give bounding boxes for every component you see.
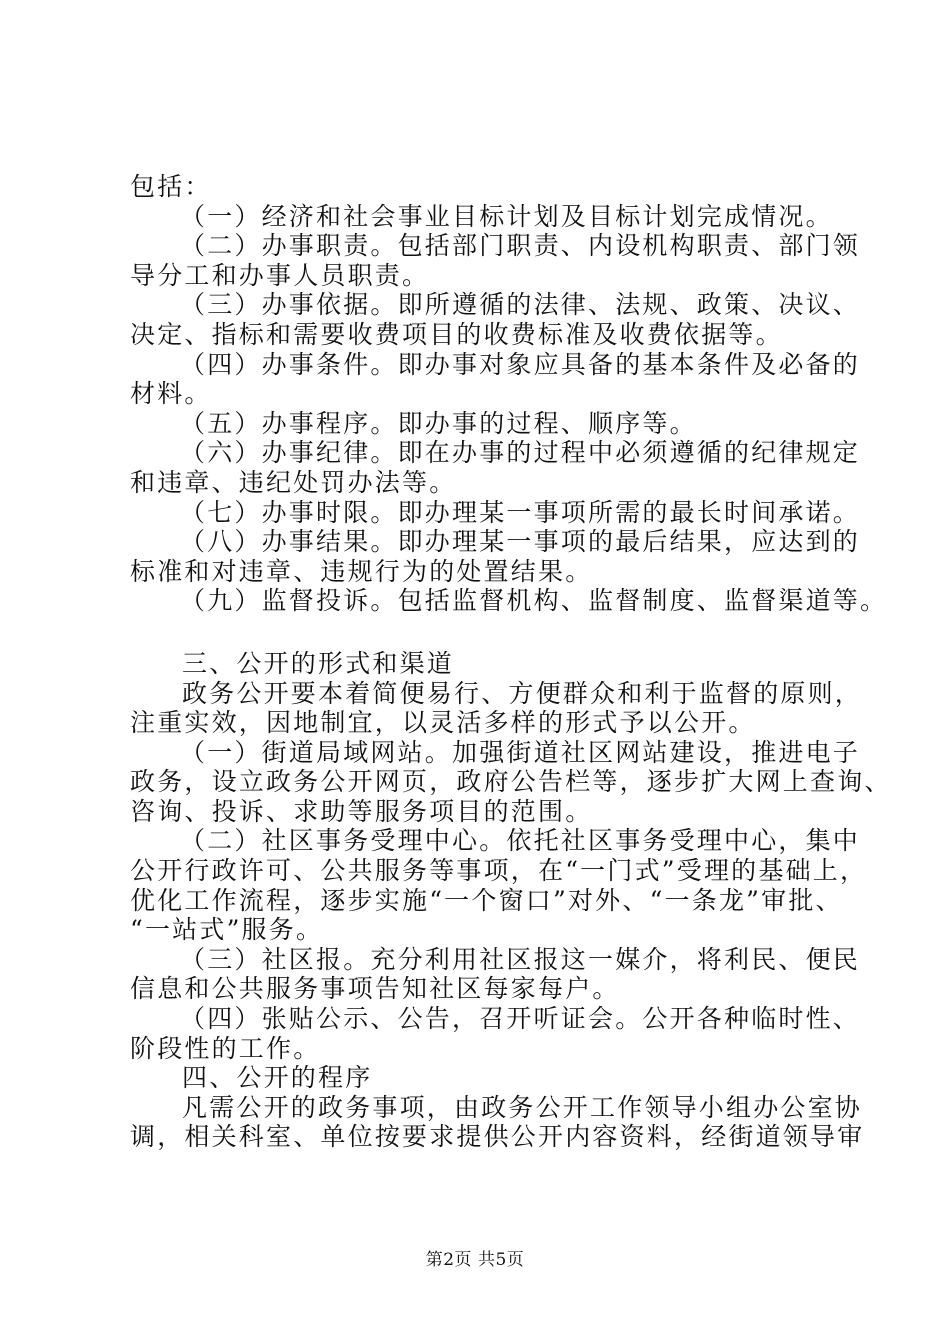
text-line: （四）办事条件。即办事对象应具备的基本条件及必备的	[180, 349, 861, 379]
text-line: 决定、指标和需要收费项目的收费标准及收费依据等。	[130, 319, 783, 349]
text-line: 标准和对违章、违规行为的处置结果。	[130, 556, 593, 586]
text-line: 材料。	[130, 379, 212, 409]
text-line: （五）办事程序。即办事的过程、顺序等。	[180, 408, 697, 438]
text-line: （四）张贴公示、公告，召开听证会。公开各种临时性、	[180, 1004, 861, 1034]
text-line: （三）办事依据。即所遵循的法律、法规、政策、决议、	[180, 290, 861, 320]
text-line: （六）办事纪律。即在办事的过程中必须遵循的纪律规定	[180, 438, 861, 468]
text-line: 注重实效，因地制宜，以灵活多样的形式予以公开。	[130, 708, 756, 738]
text-line: 包括：	[130, 172, 212, 201]
text-line: 优化工作流程，逐步实施“一个窗口”对外、“一条龙”审批、	[130, 885, 843, 915]
text-line: “一站式”服务。	[130, 915, 324, 945]
text-line: （三）社区报。充分利用社区报这一媒介，将利民、便民	[180, 944, 861, 974]
text-line: 三、公开的形式和渠道	[182, 648, 455, 678]
text-line: （七）办事时限。即办理某一事项所需的最长时间承诺。	[180, 497, 861, 527]
text-line: （一）经济和社会事业目标计划及目标计划完成情况。	[180, 201, 833, 231]
text-line: 凡需公开的政务事项，由政务公开工作领导小组办公室协	[182, 1092, 863, 1122]
paragraph-gap	[130, 616, 850, 649]
document-body	[130, 172, 892, 1152]
text-line: 咨询、投诉、求助等服务项目的范围。	[130, 796, 593, 826]
page-footer: 第2页 共5页	[425, 1250, 525, 1270]
text-line: 导分工和办事人员职责。	[130, 260, 430, 290]
text-line: 信息和公共服务事项告知社区每家每户。	[130, 974, 620, 1004]
text-line: 和违章、违纪处罚办法等。	[130, 467, 457, 497]
text-line: 公开行政许可、公共服务等事项，在“一门式”受理的基础上，	[130, 856, 868, 886]
text-line: （九）监督投诉。包括监督机构、监督制度、监督渠道等。	[180, 586, 888, 616]
text-line: 四、公开的程序	[182, 1063, 373, 1093]
text-line: （八）办事结果。即办理某一事项的最后结果，应达到的	[180, 527, 861, 557]
text-line: 政务公开要本着简便易行、方便群众和利于监督的原则，	[182, 678, 863, 708]
text-line: （一）街道局域网站。加强街道社区网站建设，推进电子	[180, 737, 861, 767]
text-line: （二）社区事务受理中心。依托社区事务受理中心，集中	[180, 826, 861, 856]
text-line: 政务，设立政务公开网页，政府公告栏等，逐步扩大网上查询、	[130, 767, 892, 797]
text-line: （二）办事职责。包括部门职责、内设机构职责、部门领	[180, 231, 861, 261]
text-line: 阶段性的工作。	[130, 1033, 321, 1063]
text-line: 调，相关科室、单位按要求提供公开内容资料，经街道领导审	[130, 1122, 865, 1152]
